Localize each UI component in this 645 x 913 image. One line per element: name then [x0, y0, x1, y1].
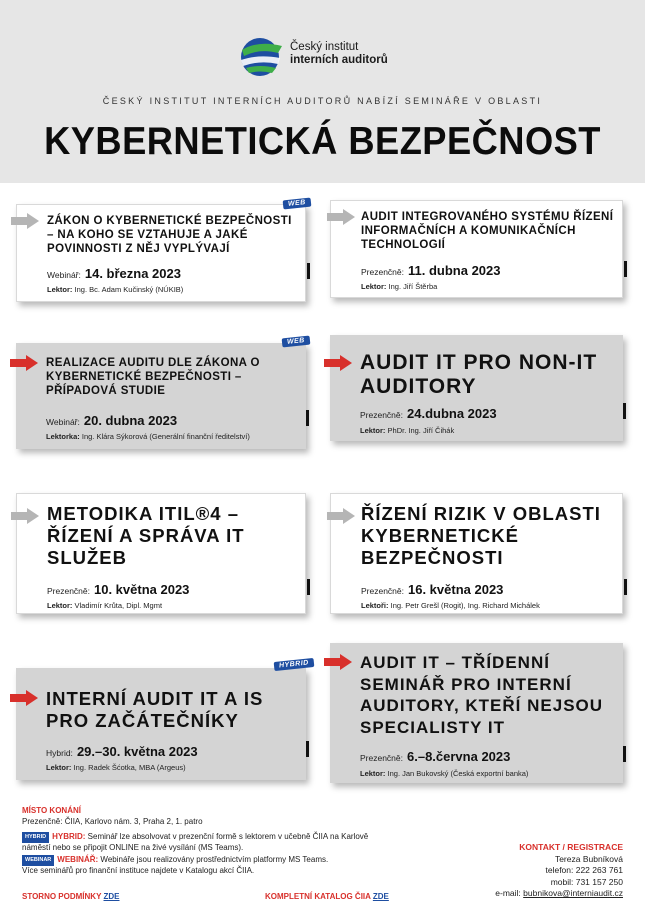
- seminar-mode: Hybrid:: [46, 748, 73, 758]
- storno-row: [22, 892, 120, 901]
- seminar-mode: Prezenčně:: [361, 267, 404, 277]
- seminar-lector: Ing. Bc. Adam Kučinský (NÚKIB): [74, 285, 184, 294]
- arrow-red-icon: [324, 654, 352, 670]
- arrow-red-icon: [10, 355, 38, 371]
- seminar-date: 6.–8.června 2023: [407, 749, 511, 764]
- catalog-note: Více seminářů pro finanční instituce najdete v Katalogu akcí ČIIA.: [22, 865, 255, 875]
- lector-label: Lektor:: [47, 285, 73, 294]
- contact-phone: telefon: 222 263 761: [545, 865, 623, 875]
- header-banner: [0, 0, 645, 183]
- divider: [306, 410, 309, 426]
- seminar-card-6[interactable]: [330, 493, 623, 614]
- divider: [307, 263, 310, 279]
- lector-label: Lektor:: [360, 426, 386, 435]
- seminar-lector: Ing. Jiří Štěrba: [388, 282, 438, 291]
- arrow-gray-icon: [11, 508, 39, 524]
- seminar-title: METODIKA ITIL®4 – ŘÍZENÍ A SPRÁVA IT SLUŽEB: [47, 503, 245, 568]
- contact-name: Tereza Bubníková: [554, 853, 623, 864]
- arrow-red-icon: [324, 355, 352, 371]
- divider: [306, 741, 309, 757]
- webinar-tag: WEBINAR: [22, 855, 54, 866]
- ciia-globe-icon: [238, 36, 286, 78]
- email-label: e-mail:: [495, 888, 521, 898]
- seminar-lector: Ing. Klára Sýkorová (Generální finanční ředitelství): [81, 432, 250, 441]
- catalog-row: [265, 892, 389, 901]
- hybrid-tag: HYBRID: [22, 832, 49, 843]
- seminar-date: 11. dubna 2023: [408, 263, 501, 278]
- seminar-title: ZÁKON O KYBERNETICKÉ BEZPEČNOSTI – NA KOHO SE VZTAHUJE A JAKÉ POVINNOSTI Z NĚJ VYPLÝVAJÍ: [47, 215, 292, 255]
- storno-link[interactable]: ZDE: [103, 892, 120, 901]
- venue-text: Prezenčně: ČIIA, Karlovo nám. 3, Praha 2, 1. patro: [22, 816, 203, 826]
- seminar-card-5[interactable]: [16, 493, 306, 614]
- seminar-title: AUDIT IT PRO NON-IT AUDITORY: [360, 351, 598, 398]
- seminar-title: ŘÍZENÍ RIZIK V OBLASTI KYBERNETICKÉ BEZPEČNOSTI: [361, 503, 601, 568]
- seminar-card-3[interactable]: [16, 337, 306, 449]
- seminar-date: 29.–30. května 2023: [76, 744, 198, 759]
- seminar-card-4[interactable]: [330, 335, 623, 441]
- seminar-lector: Ing. Radek Šćotka, MBA (Argeus): [73, 763, 186, 772]
- lector-label: Lektoři:: [361, 601, 389, 610]
- seminar-date: 20. dubna 2023: [83, 413, 178, 428]
- seminar-mode: Prezenčně:: [360, 753, 403, 763]
- seminar-date: 14. března 2023: [84, 266, 181, 281]
- seminar-date: 10. května 2023: [94, 582, 190, 597]
- arrow-gray-icon: [327, 508, 355, 524]
- email-link[interactable]: bubnikova@interniaudit.cz: [523, 888, 623, 898]
- arrow-gray-icon: [11, 213, 39, 229]
- catalog-label: KOMPLETNÍ KATALOG ČIIA: [265, 892, 371, 901]
- divider: [624, 579, 627, 595]
- seminar-title: INTERNÍ AUDIT IT A IS PRO ZAČÁTEČNÍKY: [46, 688, 264, 731]
- hybrid-text: Seminář lze absolvovat v prezenční formě s lektorem v učebně ČIIA na Karlově náměstí nebo se připojit ONLINE na živé vysílání (MS Teams).: [22, 832, 369, 852]
- web-badge: WEB: [283, 198, 312, 210]
- seminar-title: REALIZACE AUDITU DLE ZÁKONA O KYBERNETICKÉ BEZPEČNOSTI – PŘÍPADOVÁ STUDIE: [46, 357, 260, 397]
- lector-label: Lektor:: [47, 601, 73, 610]
- seminar-title: AUDIT INTEGROVANÉHO SYSTÉMU ŘÍZENÍ INFORMAČNÍCH A KOMUNIKAČNÍCH TECHNOLOGIÍ: [361, 211, 614, 251]
- seminar-title: AUDIT IT – TŘÍDENNÍ SEMINÁŘ PRO INTERNÍ AUDITORY, KTEŘÍ NEJSOU SPECIALISTY IT: [360, 653, 604, 737]
- seminar-mode: Prezenčně:: [47, 586, 90, 596]
- seminar-lector: PhDr. Ing. Jiří Čihák: [387, 426, 455, 435]
- arrow-gray-icon: [327, 209, 355, 225]
- seminar-mode: Prezenčně:: [361, 586, 404, 596]
- logo-line1: Český institut: [290, 41, 359, 53]
- divider: [624, 261, 627, 277]
- webinar-label: WEBINÁŘ:: [57, 855, 99, 864]
- seminar-lector: Ing. Jan Bukovský (Česká exportní banka): [387, 769, 529, 778]
- seminar-card-2[interactable]: [330, 200, 623, 298]
- divider: [307, 579, 310, 595]
- arrow-red-icon: [10, 690, 38, 706]
- seminar-mode: Webinář:: [46, 417, 80, 427]
- web-badge: WEB: [282, 336, 311, 348]
- contact-block: [423, 842, 623, 900]
- page-title: KYBERNETICKÁ BEZPEČNOST: [44, 120, 601, 163]
- seminar-card-7[interactable]: [16, 659, 310, 780]
- divider: [623, 403, 626, 419]
- lector-label: Lektorka:: [46, 432, 80, 441]
- catalog-link[interactable]: ZDE: [372, 892, 389, 901]
- divider: [623, 746, 626, 762]
- seminar-date: 24.dubna 2023: [407, 406, 497, 421]
- footer-info: [22, 806, 382, 876]
- ciia-logo[interactable]: [238, 36, 408, 80]
- seminar-card-1[interactable]: [16, 199, 307, 302]
- venue-heading: MÍSTO KONÁNÍ: [22, 806, 81, 815]
- seminar-card-8[interactable]: [330, 643, 623, 783]
- seminar-lector: Ing. Petr Grešl (Rogit), Ing. Richard Michálek: [390, 601, 540, 610]
- seminar-mode: Prezenčně:: [360, 410, 403, 420]
- lector-label: Lektor:: [361, 282, 387, 291]
- webinar-text: Webináře jsou realizovány prostřednictvím platformy MS Teams.: [100, 855, 329, 864]
- lector-label: Lektor:: [360, 769, 386, 778]
- seminar-lector: Vladimír Krůta, Dipl. Mgmt: [74, 601, 163, 610]
- contact-heading: KONTAKT / REGISTRACE: [519, 842, 623, 852]
- contact-mobile: mobil: 731 157 250: [550, 876, 623, 887]
- hybrid-label: HYBRID:: [52, 832, 86, 841]
- seminar-mode: Webinář:: [47, 270, 81, 280]
- lector-label: Lektor:: [46, 763, 72, 772]
- storno-label: STORNO PODMÍNKY: [22, 892, 102, 901]
- page-subtitle: ČESKÝ INSTITUT INTERNÍCH AUDITORŮ NABÍZÍ SEMINÁŘE V OBLASTI: [102, 96, 543, 106]
- hybrid-badge: HYBRID: [274, 658, 315, 671]
- logo-line2: interních auditorů: [290, 54, 388, 66]
- seminar-date: 16. května 2023: [408, 582, 504, 597]
